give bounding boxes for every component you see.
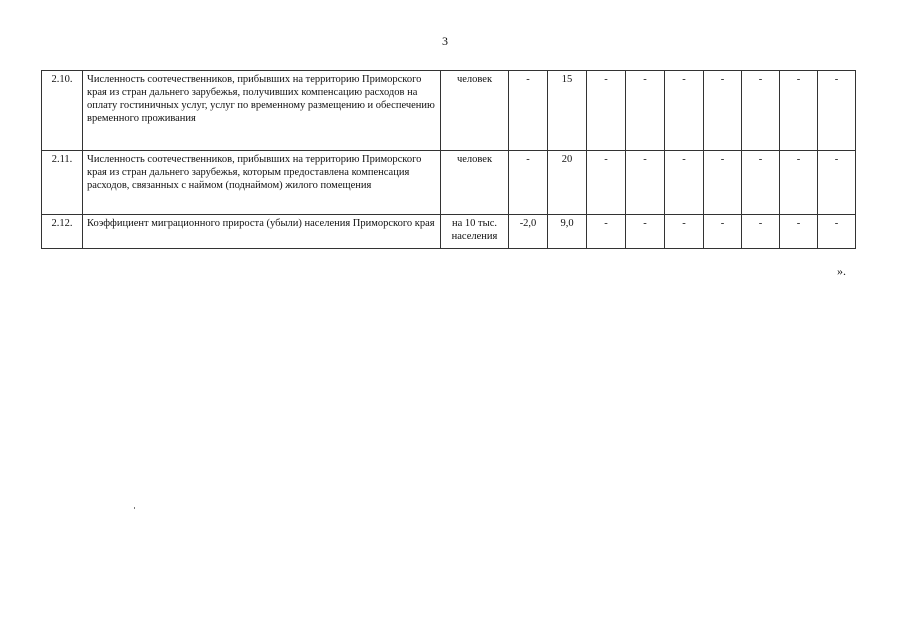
row-number: 2.10. <box>42 71 83 151</box>
unit-of-measure: человек <box>441 71 509 151</box>
row-number: 2.12. <box>42 215 83 249</box>
table-row <box>42 151 894 215</box>
table-row <box>42 71 894 151</box>
unit-of-measure: на 10 тыс. населения <box>441 215 509 249</box>
value-cell: - <box>665 215 704 249</box>
value-cell: - <box>742 215 780 249</box>
indicator-name: Коэффициент миграционного прироста (убыли) населения Приморского края <box>83 215 441 249</box>
value-cell: - <box>626 215 665 249</box>
value-cell: - <box>665 151 704 215</box>
indicator-name: Численность соотечественников, прибывших на территорию Приморского края из стран дальнего зарубежья, которым предоставлена компенсация расходов, связанных с наймом (поднаймом) жилого помещения <box>83 151 441 215</box>
value-cell: - <box>818 215 856 249</box>
value-cell: 20 <box>548 151 587 215</box>
value-cell: - <box>818 151 856 215</box>
value-cell: - <box>780 71 818 151</box>
scan-speck <box>134 507 135 509</box>
value-cell: - <box>587 151 626 215</box>
value-cell: - <box>587 215 626 249</box>
unit-of-measure: человек <box>441 151 509 215</box>
value-cell: - <box>742 151 780 215</box>
value-cell: -2,0 <box>509 215 548 249</box>
value-cell: - <box>780 215 818 249</box>
page-number: 3 <box>442 34 448 48</box>
value-cell: - <box>509 151 548 215</box>
value-cell: 15 <box>548 71 587 151</box>
value-cell: - <box>704 215 742 249</box>
value-cell: - <box>704 151 742 215</box>
indicator-name: Численность соотечественников, прибывших на территорию Приморского края из стран дальнего зарубежья, получивших компенсацию расходов на оплату гостиничных услуг, услуг по временному размещению и обеспечению временного проживания <box>83 71 441 151</box>
indicators-table <box>41 70 894 249</box>
closing-quote-mark: ». <box>837 264 846 278</box>
row-number: 2.11. <box>42 151 83 215</box>
value-cell: - <box>704 71 742 151</box>
value-cell: - <box>818 71 856 151</box>
value-cell: - <box>742 71 780 151</box>
value-cell: - <box>665 71 704 151</box>
value-cell: 9,0 <box>548 215 587 249</box>
value-cell: - <box>626 71 665 151</box>
value-cell: - <box>780 151 818 215</box>
value-cell: - <box>626 151 665 215</box>
value-cell: - <box>509 71 548 151</box>
value-cell: - <box>587 71 626 151</box>
table-row <box>42 215 894 249</box>
